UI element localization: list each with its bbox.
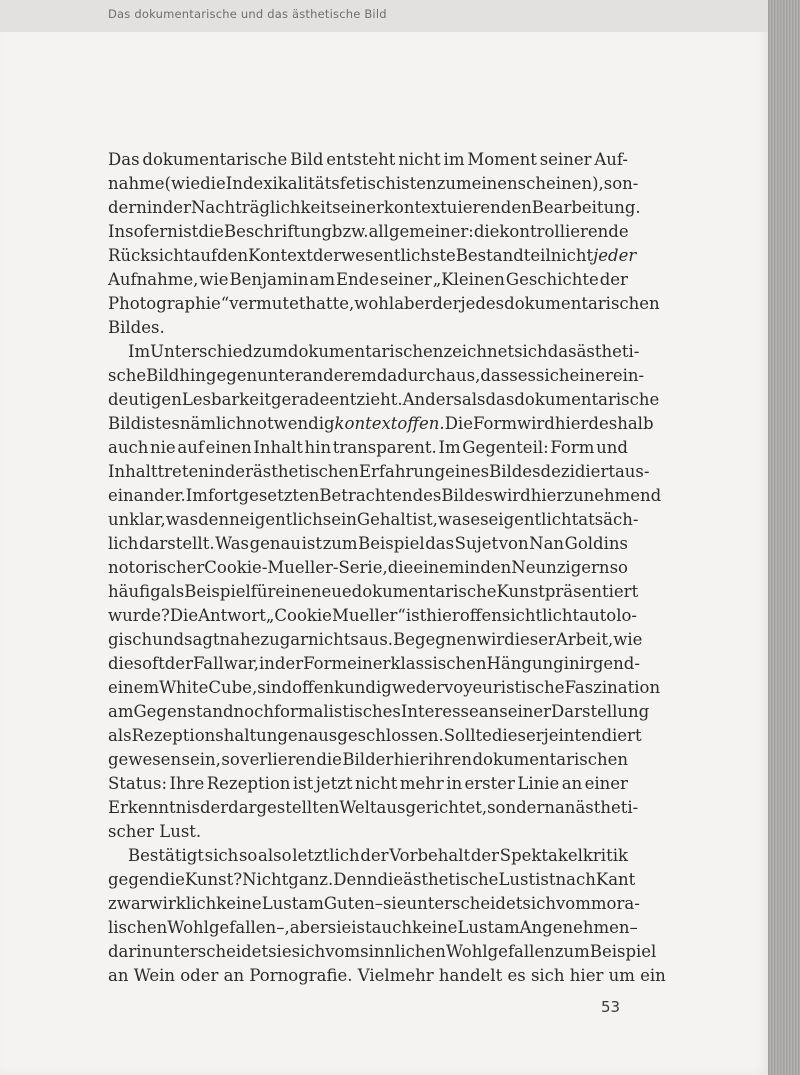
text-line: gegen die Kunst? Nicht ganz. Denn die ästhetische Lust ist nach Kant — [108, 870, 636, 889]
text-line: dies oft der Fall war, in der Form einer klassischen Hängung in irgend- — [108, 654, 640, 673]
paragraph — [108, 844, 666, 988]
text-line: an Wein oder an Pornografie. Vielmehr handelt es sich hier um ein — [108, 966, 666, 985]
text-line: deutigen Lesbarkeit gerade entzieht. Anders als das dokumentarische — [108, 390, 660, 409]
text-line: lischen Wohlgefallen –, aber sie ist auch keine Lust am Angenehmen – — [108, 918, 638, 937]
text-line: Insofern ist die Beschriftung bzw. allgemeiner: die kontrollierende — [108, 222, 629, 241]
text-line: häufig als Beispiel für eine neue dokumentarische Kunst präsentiert — [108, 582, 639, 601]
text-line: Das dokumentarische Bild entsteht nicht im Moment seiner Auf- — [108, 150, 628, 169]
paragraph — [108, 340, 662, 844]
text-line: Bildes. — [108, 318, 165, 337]
text-line: Bild ist es nämlich notwendig kontextoffen. Die Form wird hier deshalb — [108, 414, 654, 433]
page-number: 53 — [601, 998, 621, 1016]
text-line: Photographie“ vermutet hatte, wohl aber der jedes dokumentarischen — [108, 294, 660, 313]
text-line: auch nie auf einen Inhalt hin transparent. Im Gegenteil: Form und — [108, 438, 628, 457]
text-line: am Gegenstand noch formalistisches Interesse an seiner Darstellung — [108, 702, 650, 721]
text-line: gewesen sein, so verlieren die Bilder hier ihren dokumentarischen — [108, 750, 628, 769]
text-line: scher Lust. — [108, 822, 202, 841]
text-line: Inhalt treten in der ästhetischen Erfahrung eines Bildes dezidiert aus- — [108, 462, 650, 481]
text-line: Status: Ihre Rezeption ist jetzt nicht mehr in erster Linie an einer — [108, 774, 628, 793]
text-line: nahme (wie die Indexikalitätsfetischisten zu meinen scheinen), son- — [108, 174, 639, 193]
text-line: zwar wirklich keine Lust am Guten – sie unterscheidet sich vom mora- — [108, 894, 640, 913]
text-line: wurde? Die Antwort „Cookie Mueller“ ist hier offensichtlich tautolo- — [108, 606, 637, 625]
text-line: einander. Im fortgesetzten Betrachten des Bildes wird hier zunehmend — [108, 486, 662, 505]
text-line: als Rezeptionshaltungen ausgeschlossen. Sollte dieser je intendiert — [108, 726, 642, 745]
paragraph — [108, 148, 660, 340]
text-line: lich darstellt. Was genau ist zum Beispiel das Sujet von Nan Goldins — [108, 534, 628, 553]
text-line: Aufnahme, wie Benjamin am Ende seiner „Kleinen Geschichte der — [108, 270, 628, 289]
body-text — [108, 148, 666, 988]
text-line: sche Bild hingegen unter anderem dadurch aus, dass es sich einer ein- — [108, 366, 645, 385]
text-line: Rücksicht auf den Kontext der wesentlichste Bestandteil nicht jeder — [108, 246, 637, 265]
text-line: einem White Cube, sind offenkundig weder voyeuristische Faszination — [108, 678, 661, 697]
running-head: Das dokumentarische und das ästhetische Bild — [108, 7, 387, 21]
text-line: Im Unterschied zum dokumentarischen zeichnet sich das ästheti- — [128, 342, 640, 361]
text-line: notorischer Cookie-Mueller-Serie, die einem in den Neunzigern so — [108, 558, 628, 577]
page-stack-edge — [768, 0, 800, 1075]
page-header — [0, 0, 770, 32]
text-line: Bestätigt sich so also letztlich der Vorbehalt der Spektakelkritik — [128, 846, 628, 865]
text-line: gisch und sagt nahezu gar nichts aus. Begegnen wir dieser Arbeit, wie — [108, 630, 643, 649]
text-line: unklar, was denn eigentlich sein Gehalt ist, was es eigentlich tatsäch- — [108, 510, 639, 529]
text-line: dern in der Nachträglichkeit seiner kontextuierenden Bearbeitung. — [108, 198, 641, 217]
text-line: darin unterscheidet sie sich vom sinnlichen Wohlgefallen zum Beispiel — [108, 942, 657, 961]
text-line: Erkenntnis der dargestellten Welt ausgerichtet, sondern an ästheti- — [108, 798, 639, 817]
